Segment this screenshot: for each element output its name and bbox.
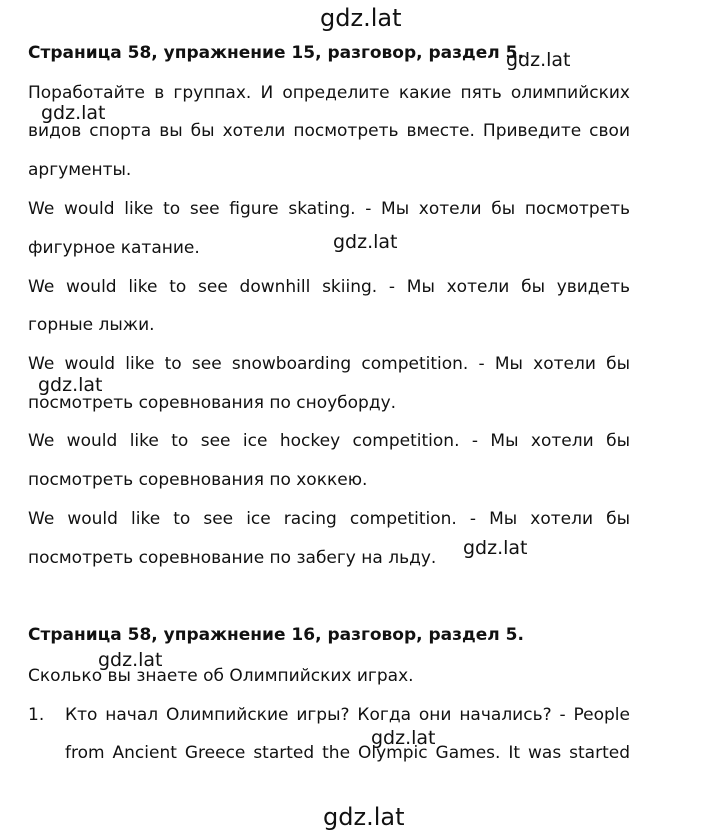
paragraph-line: We would like to see ice racing competition. - Мы хотели бы (28, 509, 630, 529)
paragraph-line: посмотреть соревнование по забегу на льду. (28, 548, 437, 568)
list-item-line: from Ancient Greece started the Olympic Games. It was started (65, 743, 630, 763)
watermark: gdz.lat (41, 102, 106, 124)
watermark: gdz.lat (463, 537, 528, 559)
paragraph-line: We would like to see snowboarding competition. - Мы хотели бы (28, 354, 630, 374)
paragraph-line: We would like to see figure skating. - Мы хотели бы посмотреть (28, 199, 630, 219)
paragraph-line: Поработайте в группах. И определите какие пять олимпийских (28, 83, 630, 103)
paragraph-line: посмотреть соревнования по хоккею. (28, 470, 368, 490)
paragraph-line: фигурное катание. (28, 238, 200, 258)
paragraph-line: We would like to see ice hockey competition. - Мы хотели бы (28, 431, 630, 451)
watermark: gdz.lat (333, 231, 398, 253)
paragraph-line: аргументы. (28, 160, 132, 180)
list-item-line: Кто начал Олимпийские игры? Когда они начались? - People (65, 705, 630, 725)
section2-heading: Страница 58, упражнение 16, разговор, раздел 5. (28, 625, 524, 645)
paragraph-line: посмотреть соревнования по сноуборду. (28, 393, 397, 413)
paragraph-line: видов спорта вы бы хотели посмотреть вместе. Приведите свои (28, 121, 630, 141)
section1-heading: Страница 58, упражнение 15, разговор, раздел 5. (28, 43, 524, 63)
watermark: gdz.lat (371, 727, 436, 749)
watermark: gdz.lat (38, 374, 103, 396)
paragraph-line: We would like to see downhill skiing. - Мы хотели бы увидеть (28, 277, 630, 297)
section2-intro: Сколько вы знаете об Олимпийских играх. (28, 666, 414, 686)
watermark-bottom: gdz.lat (323, 803, 405, 831)
paragraph-line: горные лыжи. (28, 315, 155, 335)
watermark-top: gdz.lat (320, 4, 402, 32)
watermark: gdz.lat (98, 649, 163, 671)
watermark: gdz.lat (506, 49, 571, 71)
list-item-number: 1. (28, 705, 45, 725)
